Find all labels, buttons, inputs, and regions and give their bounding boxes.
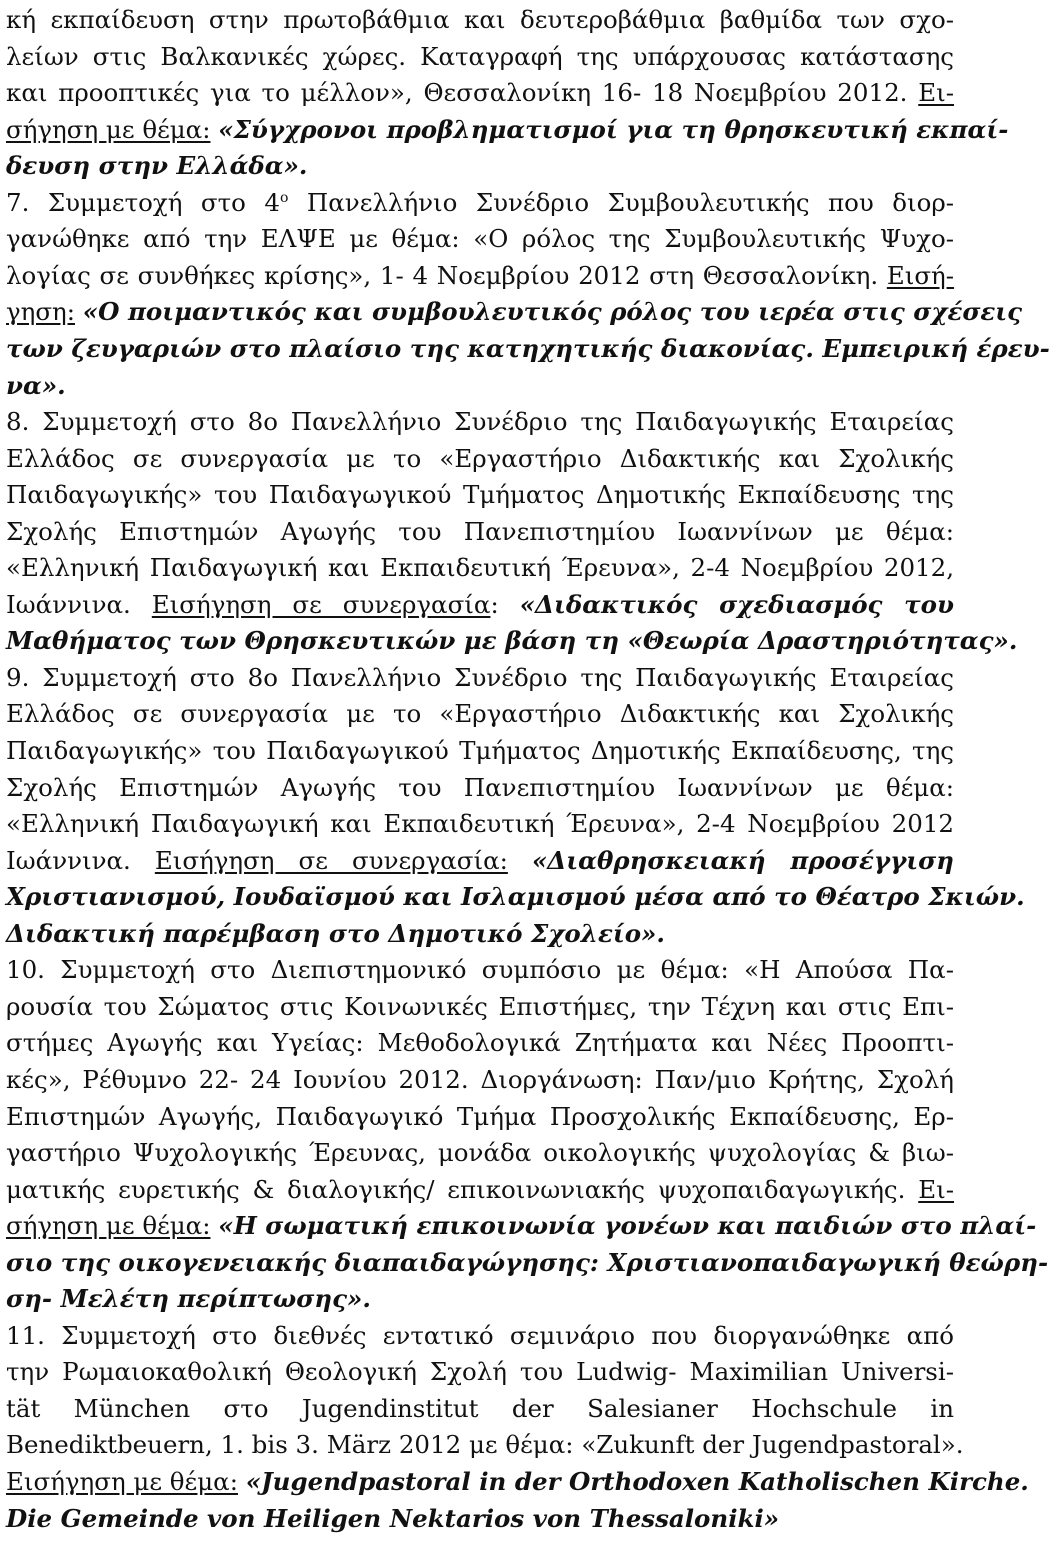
body-text: Ελλάδος σε συνεργασία με το «Εργαστήριο Διδακτικής και Σχολικής — [6, 443, 954, 473]
body-text: γανώθηκε από την ΕΛΨΕ με θέμα: «Ο ρόλος της Συμβουλευτικής Ψυχο- — [6, 224, 954, 254]
text-line — [6, 441, 954, 477]
title-text: δευση στην Ελλάδα». — [6, 151, 308, 181]
body-text: γαστήριο Ψυχολογικής Έρευνας, μονάδα οικολογικής ψυχολογίας & βιω- — [6, 1138, 954, 1168]
underlined-label: Ει- — [918, 1174, 954, 1204]
text-line — [6, 550, 954, 586]
text-line — [6, 1391, 954, 1427]
title-text: των ζευγαριών στο πλαίσιο της κατηχητικής διακονίας. Εμπειρική έρευ- — [6, 333, 1050, 363]
text-line — [6, 221, 954, 257]
title-text: ση- Μελέτη περίπτωσης». — [6, 1284, 371, 1314]
underlined-label: Εισήγηση με θέμα: — [6, 1467, 238, 1496]
body-text: tät München στο Jugendinstitut der Salesianer Hochschule in — [6, 1393, 954, 1423]
body-text: Ιωάννινα. — [6, 589, 152, 619]
body-text: την Ρωμαιοκαθολική Θεολογική Σχολή του Ludwig- Maximilian Universi- — [6, 1357, 954, 1387]
body-text — [75, 297, 83, 326]
title-text: «Η σωματική επικοινωνία γονέων και παιδιών στο πλαί- — [218, 1211, 1037, 1241]
body-text: και προοπτικές για το μέλλον», Θεσσαλονίκη 16- 18 Νοεμβρίου 2012. — [6, 78, 919, 108]
text-line — [6, 514, 954, 550]
body-text: κή εκπαίδευση στην πρωτοβάθμια και δευτεροβάθμια βαθμίδα των σχο- — [6, 5, 954, 34]
text-line — [6, 1464, 1029, 1500]
text-line — [6, 148, 954, 184]
text-line — [6, 1281, 954, 1317]
underlined-label: Εισήγηση σε συνεργασία — [151, 589, 491, 619]
body-text — [508, 846, 532, 875]
underlined-label: γηση: — [6, 297, 75, 327]
body-text: 9. Συμμετοχή στο 8ο Πανελλήνιο Συνέδριο της Παιδαγωγικής Εταιρείας — [6, 662, 954, 692]
text-line — [6, 623, 1018, 659]
text-line — [6, 75, 954, 111]
text-line — [6, 404, 954, 440]
text-line — [6, 806, 954, 842]
body-text: ματικής ευρετικής & διαλογικής/ επικοινωνιακής ψυχοπαιδαγωγικής. — [6, 1174, 919, 1204]
text-line — [6, 258, 954, 294]
title-text: σιο της οικογενειακής διαπαιδαγώγησης: Χριστιανοπαιδαγωγική θεώρη- — [6, 1247, 1049, 1277]
text-line — [6, 1427, 964, 1463]
title-text: Μαθήματος των Θρησκευτικών με βάση τη «Θεωρία Δραστηριότητας». — [6, 626, 1018, 656]
body-text: Πανελλήνιο Συνέδριο Συμβουλευτικής που διορ- — [288, 187, 955, 217]
body-text: Επιστημών Αγωγής, Παιδαγωγικό Τμήμα Προσχολικής Εκπαίδευσης, Ερ- — [6, 1101, 954, 1131]
underlined-label: σήγηση με θέμα: — [6, 114, 211, 144]
body-text: 7. Συμμετοχή στο 4 — [6, 187, 280, 217]
body-text: λείων στις Βαλκανικές χώρες. Καταγραφή της υπάρχουσας κατάστασης — [6, 41, 954, 71]
text-line — [6, 1245, 1049, 1281]
title-text: «Διαθρησκειακή προσέγγιση — [531, 845, 954, 875]
body-text: Benediktbeuern, 1. bis 3. März 2012 με θέμα: «Zukunft der Jugendpastoral». — [6, 1430, 964, 1460]
text-line — [6, 989, 954, 1025]
text-line — [6, 843, 954, 879]
body-text: Παιδαγωγικής» του Παιδαγωγικού Τμήματος Δημοτικής Εκπαίδευσης της — [6, 480, 954, 510]
text-line — [6, 1099, 954, 1135]
underlined-label: Εισή- — [886, 260, 954, 290]
title-text: «Διδακτικός σχεδιασμός του — [519, 589, 955, 619]
title-text: Χριστιανισμού, Ιουδαϊσμού και Ισλαμισμού μέσα από το Θέατρο Σκιών. — [6, 882, 1025, 912]
body-text: στήμες Αγωγής και Υγείας: Μεθοδολογικά Ζητήματα και Νέες Προοπτι- — [6, 1028, 954, 1058]
body-text: Σχολής Επιστημών Αγωγής του Πανεπιστημίου Ιωαννίνων με θέμα: — [6, 516, 954, 546]
body-text — [238, 1467, 246, 1496]
text-line — [6, 733, 954, 769]
text-line — [6, 112, 1009, 148]
text-line — [6, 1172, 954, 1208]
text-line — [6, 477, 954, 513]
text-line — [6, 696, 954, 732]
title-text: «Jugendpastoral in der Orthodoxen Katholischen Kirche. — [245, 1467, 1029, 1496]
body-text: Σχολής Επιστημών Αγωγής του Πανεπιστημίου Ιωαννίνων με θέμα: — [6, 772, 954, 802]
body-text: Ιωάννινα. — [6, 845, 155, 875]
text-line — [6, 185, 954, 221]
text-line — [6, 1135, 954, 1171]
title-text: «Ο ποιμαντικός και συμβουλευτικός ρόλος του ιερέα στις σχέσεις — [82, 297, 1023, 327]
title-text: να». — [6, 370, 66, 400]
text-line — [6, 1354, 954, 1390]
text-line — [6, 368, 954, 404]
body-text: ο — [279, 189, 289, 206]
body-text: ρουσία του Σώματος στις Κοινωνικές Επιστήμες, την Τέχνη και στις Επι- — [6, 991, 954, 1021]
text-line — [6, 916, 954, 952]
text-line — [6, 660, 954, 696]
body-text: «Ελληνική Παιδαγωγική και Εκπαιδευτική Έρευνα», 2-4 Νοεμβρίου 2012, — [6, 553, 954, 583]
underlined-label: Ει- — [918, 78, 954, 108]
text-line — [6, 39, 954, 75]
body-text: «Ελληνική Παιδαγωγική και Εκπαιδευτική Έρευνα», 2-4 Νοεμβρίου 2012 — [6, 809, 954, 839]
text-line — [6, 587, 954, 623]
title-text: Die Gemeinde von Heiligen Nektarios von Thessaloniki» — [6, 1503, 780, 1533]
text-line — [6, 1025, 954, 1061]
text-line — [6, 2, 954, 38]
body-text: λογίας σε συνθήκες κρίσης», 1- 4 Νοεμβρίου 2012 στη Θεσσαλονίκη. — [6, 260, 887, 290]
body-text: Παιδαγωγικής» του Παιδαγωγικού Τμήματος Δημοτικής Εκπαίδευσης, της — [6, 736, 954, 765]
text-line — [6, 952, 954, 988]
body-text: κές», Ρέθυμνο 22- 24 Ιουνίου 2012. Διοργάνωση: Παν/μιο Κρήτης, Σχολή — [6, 1064, 954, 1094]
text-line — [6, 1208, 1037, 1244]
body-text: 11. Συμμετοχή στο διεθνές εντατικό σεμινάριο που διοργανώθηκε από — [6, 1320, 954, 1350]
title-text: Διδακτική παρέμβαση στο Δημοτικό Σχολείο». — [6, 918, 665, 948]
text-line — [6, 1501, 954, 1537]
text-line — [6, 770, 954, 806]
title-text: «Σύγχρονοι προβληματισμοί για τη θρησκευτική εκπαί- — [218, 114, 1009, 144]
body-text: 8. Συμμετοχή στο 8ο Πανελλήνιο Συνέδριο της Παιδαγωγικής Εταιρείας — [6, 407, 954, 437]
text-line — [6, 331, 1050, 367]
underlined-label: σήγηση με θέμα: — [6, 1211, 211, 1241]
body-text: Ελλάδος σε συνεργασία με το «Εργαστήριο Διδακτικής και Σχολικής — [6, 699, 954, 729]
body-text: 10. Συμμετοχή στο Διεπιστημονικό συμπόσιο με θέμα: «Η Απούσα Πα- — [6, 955, 954, 985]
text-line — [6, 1318, 954, 1354]
text-line — [6, 1062, 954, 1098]
body-text: : — [490, 589, 520, 619]
underlined-label: Εισήγηση σε συνεργασία: — [154, 845, 508, 875]
text-line — [6, 294, 1023, 330]
text-line — [6, 879, 1025, 915]
